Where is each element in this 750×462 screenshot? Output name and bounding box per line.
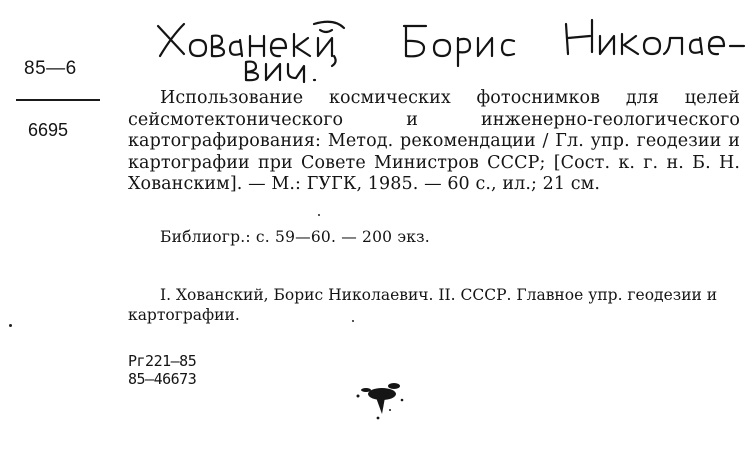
bibliographic-description: Использование космических фотоснимков для целей сейсмотектонического и инженерно-геологического картографирования: Метод. рекомендации / Гл. упр. геодезии и картографии при Совете Министров СССР; [Сост. к. г. н. Б. Н. Хованским]. — М.: ГУГК, 1985. — 60 с., ил.; 21 см. bbox=[128, 88, 740, 194]
registry-codes bbox=[128, 352, 196, 388]
registry-code-line-1: Рг221—85 bbox=[128, 352, 197, 370]
classification-rule bbox=[16, 99, 100, 101]
bibliography-note: Библиогр.: с. 59—60. — 200 экз. bbox=[160, 228, 430, 246]
ink-blot-drawing bbox=[352, 378, 412, 420]
handwritten-author-heading bbox=[150, 6, 750, 88]
handwritten-author-signature bbox=[150, 6, 750, 88]
card-number: 6695 bbox=[28, 120, 69, 140]
dust-speck bbox=[352, 320, 354, 322]
dust-speck bbox=[9, 324, 12, 327]
registry-code-line-2: 85—46673 bbox=[128, 370, 197, 388]
ink-blot-mark bbox=[352, 378, 412, 420]
dust-speck bbox=[318, 214, 320, 216]
subject-headings: I. Хованский, Борис Николаевич. II. СССР. Главное упр. геодезии и картографии. bbox=[128, 286, 718, 324]
classification-number: 85—6 bbox=[24, 58, 77, 79]
